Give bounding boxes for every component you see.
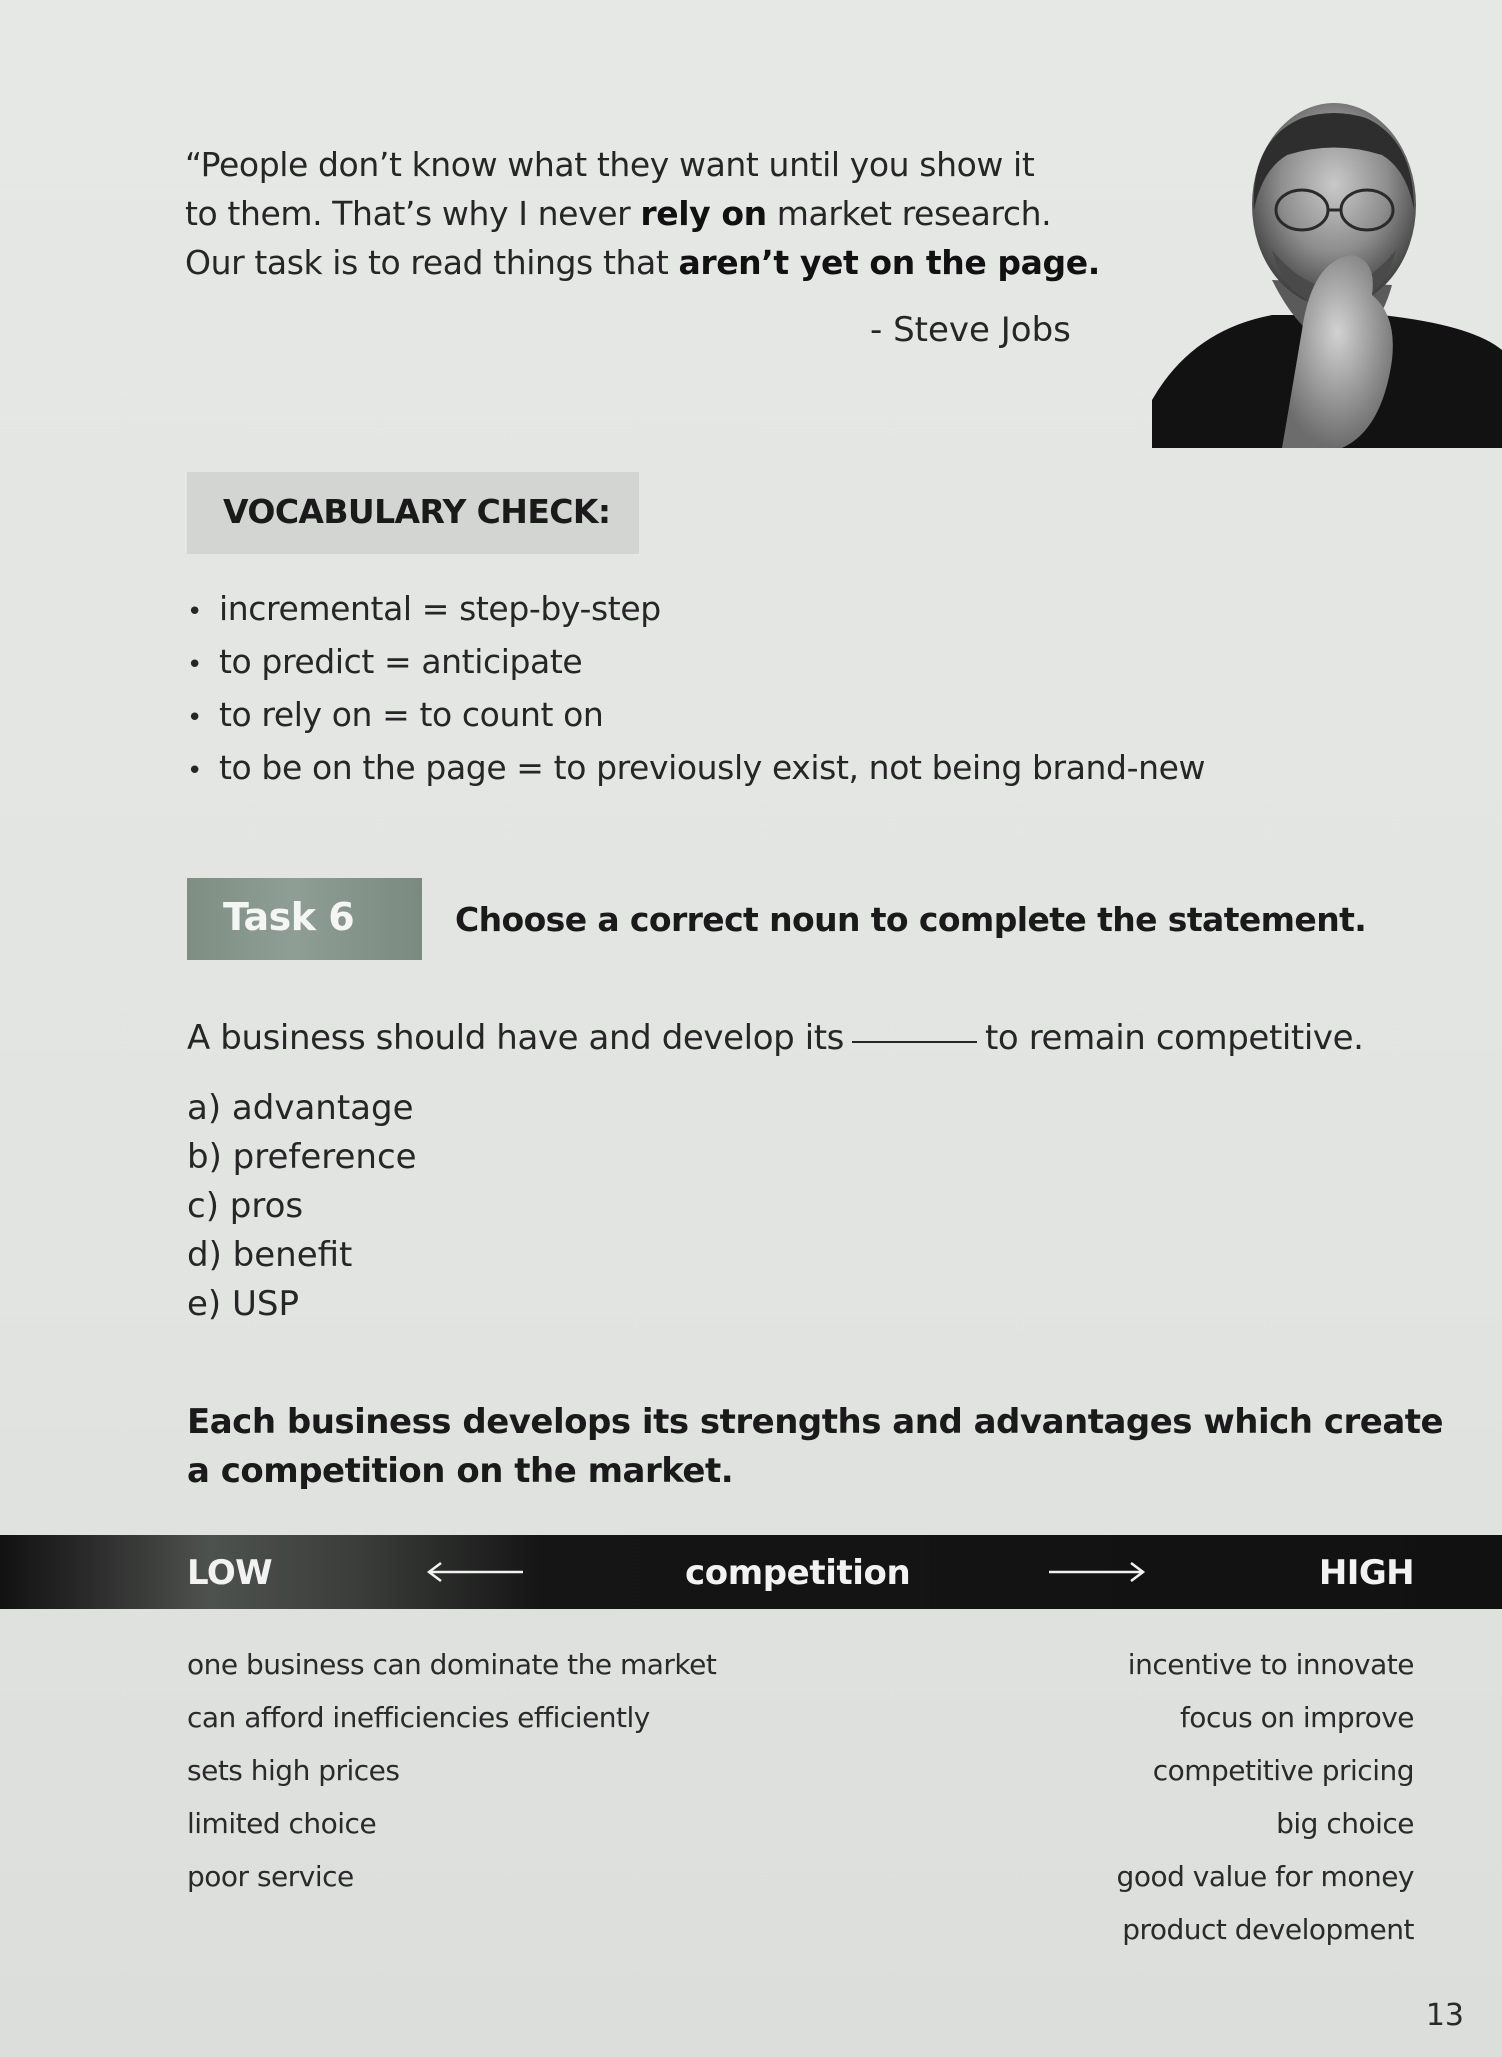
low-item: one business can dominate the market bbox=[187, 1648, 717, 1681]
answer-option: e) USP bbox=[187, 1284, 299, 1324]
task-badge-label: Task 6 bbox=[223, 895, 355, 939]
arrow-right-icon bbox=[1047, 1555, 1147, 1589]
task-badge bbox=[187, 878, 422, 960]
portrait-photo-icon bbox=[1152, 100, 1502, 448]
high-item: good value for money bbox=[1116, 1860, 1414, 1893]
high-item: product development bbox=[1122, 1913, 1414, 1946]
quote-emphasis: rely on bbox=[640, 194, 767, 233]
answer-option: a) advantage bbox=[187, 1088, 414, 1128]
low-item: poor service bbox=[187, 1860, 354, 1893]
high-item: big choice bbox=[1276, 1807, 1414, 1840]
vocabulary-item: • to predict = anticipate bbox=[187, 637, 1205, 690]
sentence-before: A business should have and develop its bbox=[187, 1018, 844, 1058]
vocabulary-item: • to be on the page = to previously exist, not being brand-new bbox=[187, 743, 1205, 796]
low-item: can afford inefficiencies efficiently bbox=[187, 1701, 650, 1734]
quote-block bbox=[185, 140, 1145, 287]
task-instruction: Choose a correct noun to complete the statement. bbox=[455, 900, 1367, 939]
vocabulary-title: VOCABULARY CHECK: bbox=[223, 492, 611, 531]
sentence-after: to remain competitive. bbox=[984, 1018, 1364, 1058]
answer-option: c) pros bbox=[187, 1186, 304, 1226]
vocabulary-header bbox=[187, 472, 639, 554]
quote-text: market research. bbox=[766, 194, 1052, 233]
low-competition-list bbox=[187, 1638, 716, 1903]
competition-scale-bar bbox=[0, 1535, 1502, 1609]
arrow-left-icon bbox=[425, 1555, 525, 1589]
vocabulary-item: • to rely on = to count on bbox=[187, 690, 1205, 743]
vocabulary-item: • incremental = step-by-step bbox=[187, 584, 1205, 637]
quote-line-2 bbox=[185, 189, 1145, 238]
competition-high-label: HIGH bbox=[1318, 1553, 1414, 1593]
low-item: limited choice bbox=[187, 1807, 377, 1840]
high-competition-list bbox=[1117, 1638, 1414, 1956]
vocabulary-list bbox=[187, 584, 1205, 796]
high-item: focus on improve bbox=[1179, 1701, 1414, 1734]
high-item: competitive pricing bbox=[1152, 1754, 1414, 1787]
quote-text: Our task is to read things that bbox=[185, 243, 679, 282]
statement-line: a competition on the market. bbox=[187, 1451, 734, 1491]
quote-line-1 bbox=[185, 140, 1145, 189]
quote-text: to them. That’s why I never bbox=[185, 194, 641, 233]
task-sentence bbox=[187, 1018, 1364, 1058]
quote-emphasis: aren’t yet on the page. bbox=[678, 243, 1100, 282]
statement-line: Each business develops its strengths and advantages which create bbox=[187, 1402, 1444, 1442]
competition-statement bbox=[187, 1398, 1444, 1496]
high-item: incentive to innovate bbox=[1127, 1648, 1414, 1681]
answer-blank bbox=[852, 1041, 977, 1043]
quote-line-3 bbox=[185, 238, 1145, 287]
answer-options bbox=[187, 1084, 417, 1329]
competition-label: competition bbox=[685, 1553, 911, 1593]
answer-option: b) preference bbox=[187, 1137, 417, 1177]
quote-author: - Steve Jobs bbox=[870, 310, 1071, 350]
answer-option: d) benefit bbox=[187, 1235, 353, 1275]
low-item: sets high prices bbox=[187, 1754, 400, 1787]
page-number: 13 bbox=[1425, 1998, 1464, 2033]
competition-low-label: LOW bbox=[187, 1553, 273, 1593]
quote-text: “People don’t know what they want until you show it bbox=[185, 145, 1035, 184]
